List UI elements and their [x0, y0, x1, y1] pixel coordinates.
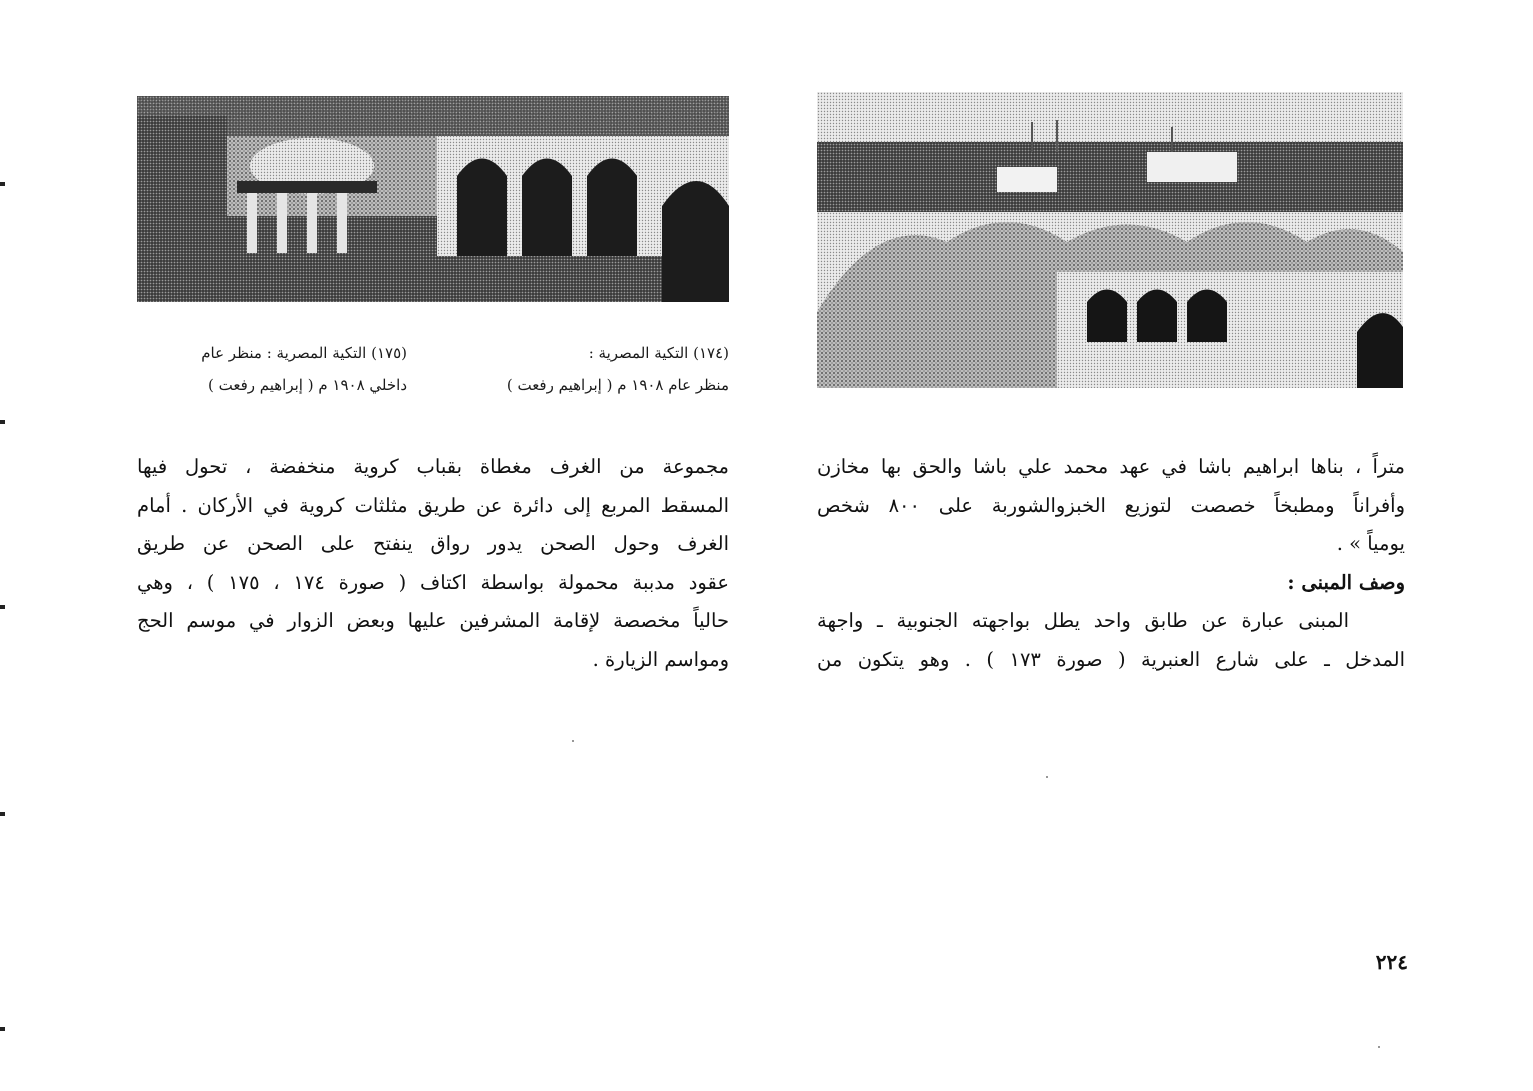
scan-speck: [572, 740, 574, 742]
scan-speck: [1046, 776, 1048, 778]
paragraph-line: الغرف وحول الصحن يدور رواق ينفتح على الصحن عن طريق: [137, 532, 729, 555]
caption-175-line2: داخلي ١٩٠٨ م ( إبراهيم رفعت ): [207, 376, 407, 394]
caption-174: [445, 337, 729, 401]
scan-mark: [0, 812, 5, 816]
scan-mark: [0, 1027, 5, 1031]
caption-174-line1: (١٧٤) التكية المصرية :: [588, 344, 729, 362]
paragraph-line: ومواسم الزيارة .: [592, 647, 729, 671]
scan-mark: [0, 420, 5, 424]
scan-mark: [0, 182, 5, 186]
caption-175: [137, 337, 407, 401]
paragraph-line: المدخل ـ على شارع العنبرية ( صورة ١٧٣ ) . وهو يتكون من: [817, 647, 1405, 671]
photo-tekke-courtyard-fountain-icon: [137, 96, 729, 302]
right-text-column: [817, 448, 1405, 679]
paragraph-line: مجموعة من الغرف مغطاة بقباب كروية منخفضة ، تحول فيها: [137, 455, 729, 478]
paragraph-line: متراً ، بناها ابراهيم باشا في عهد محمد علي باشا والحق بها مخازن: [817, 455, 1405, 478]
page-number: ٢٢٤: [1375, 950, 1408, 974]
photo-tekke-general-view: [817, 92, 1403, 388]
left-text-column: [137, 448, 729, 679]
paragraph-line: حالياً مخصصة لإقامة المشرفين عليها وبعض الزوار في موسم الحج: [137, 609, 729, 632]
paragraph-line: عقود مدببة محمولة بواسطة اكتاف ( صورة ١٧٤ ، ١٧٥ ) ، وهي: [137, 570, 729, 594]
caption-175-line1: (١٧٥) التكية المصرية : منظر عام: [201, 344, 407, 362]
paragraph-line: المبنى عبارة عن طابق واحد يطل بواجهته الجنوبية ـ واجهة: [817, 609, 1349, 632]
photo-tekke-domes-and-arches-icon: [817, 92, 1403, 388]
scan-mark: [0, 605, 5, 609]
photo-tekke-interior: [137, 96, 729, 302]
paragraph-line: المسقط المربع إلى دائرة عن طريق مثلثات كروية في الأركان . أمام: [137, 493, 729, 517]
section-heading: وصف المبنى :: [1287, 570, 1405, 594]
caption-174-line2: منظر عام ١٩٠٨ م ( إبراهيم رفعت ): [506, 376, 729, 394]
paragraph-line: وأفراناً ومطبخاً خصصت لتوزيع الخبزوالشوربة على ٨٠٠ شخص: [817, 493, 1405, 517]
paragraph-line: يومياً » .: [1336, 532, 1405, 555]
scan-speck: [1378, 1046, 1380, 1048]
